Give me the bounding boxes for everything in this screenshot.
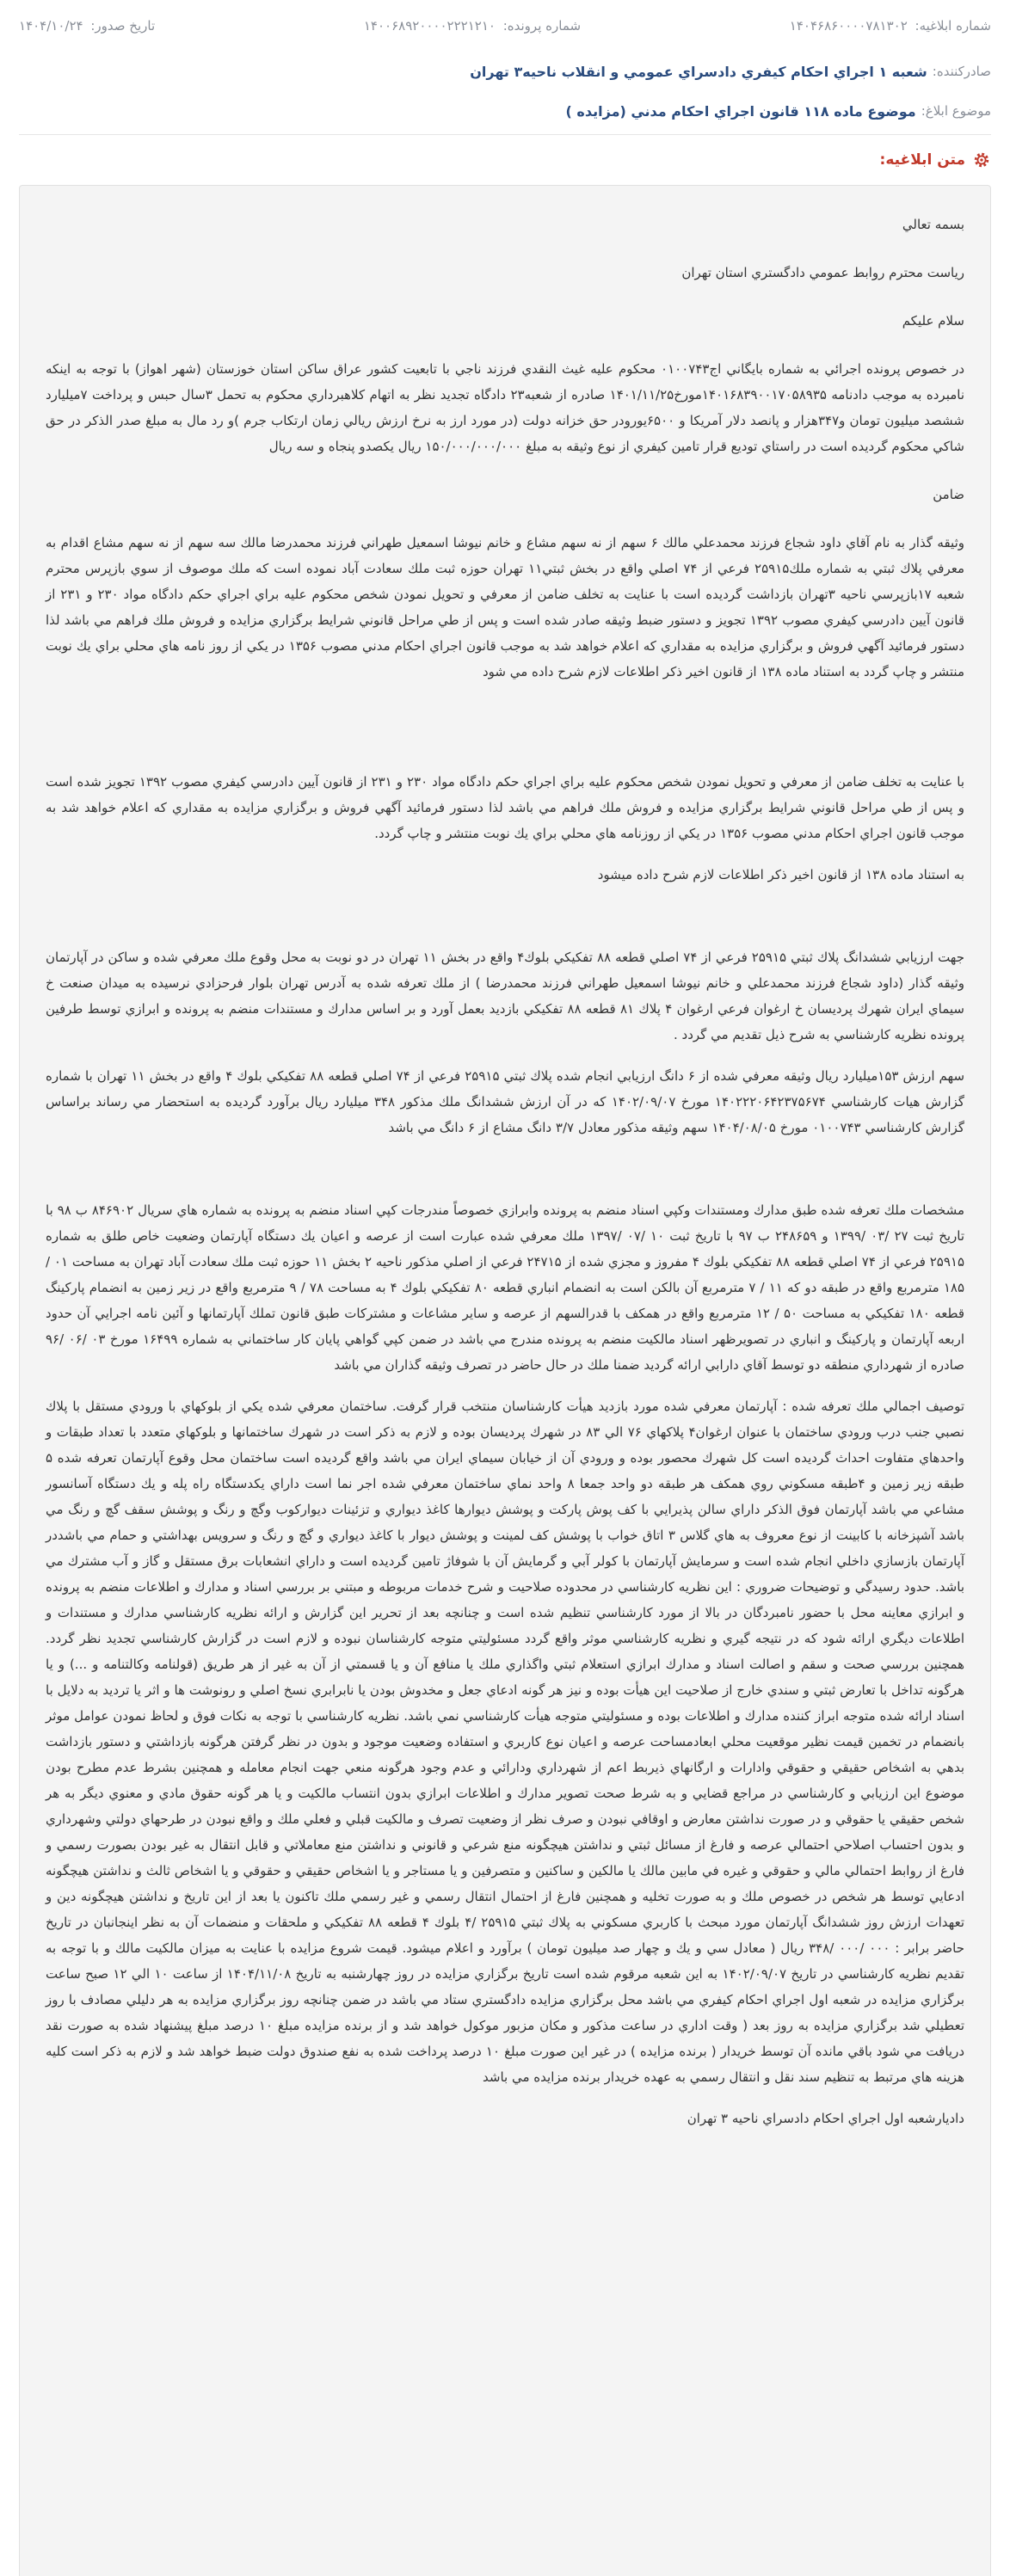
signature-line: داديارشعبه اول اجراي احكام دادسراي ناحيه ۳ تهران (687, 2111, 964, 2126)
issue-date-value: ۱۴۰۴/۱۰/۲۴ (19, 18, 83, 34)
guarantor-heading: ضامن (933, 487, 964, 502)
property-specs-paragraph: مشخصات ملك تعرفه شده طبق مدارك ومستندات وكپي اسناد منضم به پرونده وابرازي خصوصاً مندرجات كپي اسناد منضم به پرونده به شماره هاي سريال ۸۴۶۹۰۲ ب ۹۸ با تاريخ ثبت ۲۷ /۰۳ /۱۳۹۹ و ۲۴۸۶۵۹ ب ۹۷ با تاريخ ثبت ۱۰ /۰۷ /۱۳۹۷ ملك معرفي شده عبارت است از عرصه و اعيان يك دستگاه آپارتمان وضعيت خاص طلق به شماره ۲۵۹۱۵ فرعي از ۷۴ اصلي قطعه ۸۸ تفكيكي بلوك ۴ مفروز و مجزي شده از ۲۴۷۱۵ فرعي از اصلي مذكور ناحيه ۲ بخش ۱۱ حوزه ثبت ملك سعادت آباد تهران به مساحت ۰۱ / ۱۸۵ مترمربع واقع در طبقه دو كه ۱۱ / ۷ مترمربع آن بالكن است به انضمام انباري قطعه ۸۰ تفكيكي بلوك ۴ به مساحت ۷۸ / ۹ مترمربع واقع در زير زمين به انضمام پاركينگ قطعه ۱۸۰ تفكيكي به مساحت ۵۰ / ۱۲ مترمربع واقع در همكف با قدرالسهم از عرصه و ساير مشاعات و مشتركات طبق قانون تملك آپارتمانها و آئين نامه اجرايي آن حدود اربعه آپارتمان و پاركينگ و انباري در تصويرظهر اسناد مالكيت منضم به پرونده مندرج مي باشد در ضمن كپي گواهي پايان كار ساختماني به شماره ۱۶۴۹۹ مورخ ۰۳ /۰۶ /۹۶ صادره از شهرداري منطقه دو توسط آقاي دارابي ارائه گرديد ضمنا ملك در حال حاضر در تصرف وثيقه گذاران مي باشد (46, 1202, 965, 1373)
spacer (46, 1163, 964, 1197)
subject-row (0, 91, 1010, 131)
case-number (364, 18, 581, 34)
notice-text-box (19, 185, 991, 2576)
notice-number-label: شماره ابلاغيه: (915, 18, 991, 34)
auction-order-paragraph: با عنايت به تخلف ضامن از معرفي و تحويل نمودن شخص محكوم عليه براي اجراي حكم دادگاه مواد ۲۳۰ و ۲۳۱ از قانون آيين دادرسي كيفري مصوب ۱۳۹۲ تجويز شده است و پس از طي مراحل قانوني شرايط برگزاري مزايده و فروش ملك فراهم مي باشد لذا دستور فرمائيد آگهي فروش و برگزاري مزايده به مقداري كه اعلام خواهد شد به موجب قانون اجراي احكام مدني مصوب ۱۳۵۶ در يكي از روزنامه هاي محلي براي يك نوبت منتشر و چاپ گردد. (46, 774, 964, 841)
issuer-label: صادرکننده: (932, 64, 991, 79)
article-138-line: به استناد ماده ۱۳۸ از قانون اخير ذكر اطلاعات لازم شرح داده ميشود (597, 867, 964, 882)
spacer (46, 707, 964, 769)
issuer-row (0, 52, 1010, 91)
notice-text-label: متن ابلاغيه: (879, 151, 965, 169)
valuation-paragraph: جهت ارزيابي ششدانگ پلاك ثبتي ۲۵۹۱۵ فرعي از ۷۴ اصلي قطعه ۸۸ تفكيكي بلوك۴ واقع در بخش ۱۱ تهران در دو نوبت به محل وقوع ملك معرفي شده و ساكن در آپارتمان وثيقه گذار (داود شجاع فرزند محمدعلي و خانم نيوشا اسمعيل طهراني فرزند محمدرضا ) از ملك تعرفه شده به آدرس تهران بلوار فرحزادي نرسيده به ميدان صنعت خ سيماي ايران شهرك پرديسان خ ارغوان فرعي ارغوان ۴ پلاك ۸۱ قطعه ۸۸ تفكيكي بازديد بعمل آورد و بر اساس مدارك و مستندات منضم به پرونده و ابرازي توسط طرفين پرونده نظريه كارشناسي به شرح ذيل تقديم مي گردد . (46, 950, 964, 1042)
notice-number-value: ۱۴۰۴۶۸۶۰۰۰۰۷۸۱۳۰۲ (789, 18, 908, 34)
subject-label: موضوع ابلاغ: (921, 103, 991, 119)
addressee: رياست محترم روابط عمومي دادگستري استان تهران (681, 265, 964, 280)
issue-date (19, 18, 155, 34)
case-number-label: شماره پرونده: (502, 18, 582, 34)
property-description-paragraph: توصيف اجمالي ملك تعرفه شده : آپارتمان معرفي شده مورد بازديد هيأت كارشناسان منتخب قرار گرفت. ساختمان معرفي شده يكي از بلوكهاي با ورودي مستقل با پلاك نصبي جنب درب ورودي ساختمان با عنوان ارغوان۴ پلاكهاي ۷۶ الي ۸۳ در شهرك پرديسان بوده و لازم به ذكر است در شهرك ساختمانها و بلوكهاي متعدد با تعداد طبقات و واحدهاي متفاوت احداث گرديده است كل شهرك محصور بوده و ورودي آن از خيابان سيماي ايران مي باشد واقع گرديده است ساختمان محل وقوع آپارتمان تعرفه شده ۵ طبقه زير زمين و ۴طبقه مسكوني روي همكف هر طبقه دو واحد جمعا ۸ واحد نماي ساختمان معرفي شده اجر نما است داراي يكدستگاه راه پله و يك دستگاه آسانسور مشاعي مي باشد آپارتمان فوق الذكر داراي سالن پذيرايي با كف پوش پاركت و پوشش ديوارها كاغذ ديواري و تزئينات ديواركوب وگچ و رنگ و پوشش سقف گچ و رنگ مي باشد آشپزخانه با كابينت از نوع معروف به هاي گلاس ۳ اتاق خواب با پوشش كف لمينت و پوشش ديوار با كاغذ ديواري و گچ و رنگ و سرويس بهداشتي و حمام مي باشددر آپارتمان بازسازي داخلي انجام شده است و سرمايش آپارتمان با كولر آبي و گرمايش آن با شوفاژ تامين گرديده است و داراي انشعابات برق مستقل و گاز و آب مشترك مي باشد. حدود رسيدگي و توضيحات ضروري : اين نظريه كارشناسي در محدوده صلاحيت و شرح خدمات مربوطه و مبتني بر بررسي اسناد و مدارك و اطلاعات منضم به پرونده و ابرازي معاينه محل با حضور نامبردگان در بالا از مورد كارشناسي تنظيم شده است و چنانچه بعد از تحرير اين گزارش و ارائه نظريه كارشناسي مدارك و مستندات و اطلاعات ديگري ارائه شود كه در نتيجه گيري و نظريه كارشناسي موثر واقع گردد مسئوليتي متوجه كارشناسان نبوده و لازم است در گزارش كارشناسي تجديد نظر گردد. همچنين بررسي صحت و سقم و اصالت اسناد و مدارك ابرازي استعلام ثبتي واگذاري ملك يا منافع آن و يا قسمتي از آن به غير از هر طريق (قولنامه وكالتنامه و ...) و يا هرگونه تداخل با تعارض ثبتي و سندي خارج از صلاحيت اين هيأت بوده و نيز هر گونه ادعاي جعل و مخدوش بودن يا نابرابري نسخ اصلي و رونوشت ها و اثر يا ترديد به دلايل با اسناد ارائه شده متوجه ابراز كننده مدارك و اطلاعات بوده و مسئوليتي متوجه هيأت كارشناسي نمي باشد. نظريه كارشناسي با توجه به نكات فوق و لحاظ نمودن عوامل موثر بانضمام در تخمين قيمت نظير موقعيت محلي ابعادمساحت عرصه و اعيان نوع كاربري و استفاده وضعيت موجود و بدون در نظر گرفتن هرگونه بازداشتي و دستور بازداشت بدهي به اشخاص حقيقي و حقوقي وادارات و ارگانهاي ذيربط اعم از شهرداري ودارائي و عدم وجود هرگونه منعي جهت انجام معامله و همچنين بشرط عدم مطرح بودن موضوع اين ارزيابي و كارشناسي در مراجع قضايي و به شرط صحت تصوير مدارك و اطلاعات ابرازي بدون انتساب مالكيت و يا هر گونه حقوق مادي و معنوي ديگر به هر شخص حقيقي يا حقوقي و در صورت نداشتن معارض و اوقافي نبودن و صرف نظر از وضعيت تصرف و مالكيت قبلي و فعلي ملك و واقع نبودن در طرحهاي دولتي وشهرداري و بدون احتساب اصلاحي احتمالي عرصه و فارغ از مسائل ثبتي و نداشتن هيچگونه منع شرعي و قانوني و نداشتن منع معاملاتي و قابل انتقال به غير بودن بصورت رسمي و فارغ از روابط احتمالي مالي و حقوقي و غيره في مابين مالك يا مالكين و ساكنين و متصرفين و يا مستاجر و يا اشخاص حقيقي و حقوقي و يا اشخاص ثالث و نداشتن هيچگونه ادعايي توسط هر شخص در خصوص ملك و به صورت تخليه و همچنين فارغ از احتمال انتقال رسمي و غير رسمي ملك تاكنون يا بعد از اين تاريخ و نداشتن هيچگونه دين و تعهدات ارزش روز ششدانگ آپارتمان مورد مبحث با كاربري مسكوني به پلاك ثبتي ۲۵۹۱۵ /۴ بلوك ۴ قطعه ۸۸ تفكيكي و ملحقات و منضمات آن به نظر اينجانبان در تاريخ حاضر برابر : ۰۰۰ /۰۰۰ /۳۴۸ ريال ( معادل سي و يك و چهار صد ميليون تومان ) برآورد و اعلام ميشود. قيمت شروع مزايده با عنايت به ميزان مالكيت مالك و با توجه به تقديم نظريه كارشناسي در تاريخ ۱۴۰۲/۰۹/۰۷ به اين شعبه مرقوم شده است تاريخ برگزاري مزايده در روز چهارشنبه به تاريخ ۱۴۰۴/۱۱/۰۸ از ساعت ۱۰ الي ۱۲ صبح ساعت برگزاري مزايده در شعبه اول اجراي احكام كيفري مي باشد محل برگزاري مزايده دادگستري ستاد مي باشد در ضمن چنانچه روز برگزاري مزايده به هر دليلي مصادف با روز تعطيلي شد برگزاري مزايده به روز بعد ( وقت اداري در ساعت مذكور و مكان مزبور موكول خواهد شد و از برنده مزايده مبلغ ۱۰ درصد مبلغ پيشنهاد شده به صورت نقد دريافت مي شود باقي مانده آن توسط خريدار ( برنده مزايده ) در غير اين صورت مبلغ ۱۰ درصد پرداخت شده به نفع صندوق دولت ضبط خواهد شد و لازم به ذكر است كليه هزينه هاي مرتبط به تنظيم سند نقل و انتقال رسمي به عهده خريدار برنده مزايده مي باشد (46, 1399, 965, 2085)
notice-text-header (0, 135, 1010, 185)
salutation: سلام عليكم (902, 313, 964, 329)
issuer-value: شعبه ۱ اجراي احكام كيفري دادسراي عمومي و انقلاب ناحيه۳ تهران (470, 63, 927, 80)
subject-value: موضوع ماده ۱۱۸ قانون اجراي احكام مدني (مزايده ) (565, 102, 916, 120)
case-summary-paragraph: در خصوص پرونده اجرائي به شماره بايگاني اج۰۱۰۰۷۴۳ محكوم عليه غيث النقدي فرزند ناجي با تابعيت كشور عراق ساكن استان خوزستان (شهر اهواز) با توجه به اينكه نامبرده به موجب دادنامه ۱۴۰۱۶۸۳۹۰۰۱۷۰۵۸۹۳۵مورخ۱۴۰۱/۱۱/۲۵ صادره از شعبه۲۳ دادگاه تجديد نظر به اتهام كلاهبرداري محكوم به تحمل ۳سال حبس و پرداخت ۷ميليارد ششصد ميليون تومان و۳۴۷هزار و پانصد دلار آمريكا و ۶۵۰۰يورودر حق خزانه دولت (در مورد ارز به نرخ ارزش ريالي زمان ارتكاب جرم )و رد مال به مبلغ صدر الذكر در حق شاكي محكوم گرديده است در راستاي توديع قرار تامين كيفري از نوع وثيقه به مبلغ ۱۵۰/۰۰۰/۰۰۰/۰۰۰ ريال يكصدو پنجاه و سه ريال (46, 361, 964, 454)
notice-number (790, 18, 991, 34)
share-value-paragraph: سهم ارزش ۱۵۳ميليارد ريال وثيقه معرفي شده از ۶ دانگ ارزيابي انجام شده پلاك ثبتي ۲۵۹۱۵ فرعي از ۷۴ اصلي قطعه ۸۸ تفكيكي بلوك ۴ واقع در بخش ۱۱ تهران با شماره گزارش هيات كارشناسي ۱۴۰۲۲۲۰۶۴۲۳۷۵۶۷۴ مورخ ۱۴۰۲/۰۹/۰۷ كه در آن ارزش ششدانگ ملك مذكور ۳۴۸ ميليارد ريال برآورد گرديده به استحضار مي رساند براساس گزارش كارشناسي ۰۱۰۰۷۴۳ مورخ ۱۴۰۴/۰۸/۰۵ سهم وثيقه مذكور معادل ۳/۷ دانگ مشاع از ۶ دانگ مي باشد (46, 1068, 965, 1135)
notice-meta-row (0, 0, 1010, 52)
gear-icon (972, 151, 991, 169)
greeting-bismillah: بسمه تعالي (902, 217, 964, 232)
spacer (46, 910, 964, 944)
case-number-value: ۱۴۰۰۶۸۹۲۰۰۰۰۲۲۲۱۲۱۰ (363, 18, 496, 34)
collateral-paragraph: وثيقه گذار به نام آقاي داود شجاع فرزند محمدعلي مالك ۶ سهم از نه سهم مشاع و خانم نيوشا اسمعيل طهراني فرزند محمدرضا مالك سه سهم از نه سهم مشاع اقدام به معرفي پلاك ثبتي به شماره ملك۲۵۹۱۵ فرعي از ۷۴ اصلي واقع در بخش ثبتي۱۱ تهران حوزه ثبت ملك سعادت آباد نموده است كه ملك موصوف از سوي بازپرس محترم شعبه ۱۷بازپرسي ناحيه ۳تهران بازداشت گرديده است با عنايت به تخلف ضامن از معرفي و تحويل نمودن شخص محكوم عليه براي اجراي حكم دادگاه مواد ۲۳۰ و ۲۳۱ از قانون آيين دادرسي كيفري مصوب ۱۳۹۲ تجويز و دستور ضبط وثيقه صادر شده است و پس از طي مراحل قانوني شرايط برگزاري مزايده و فروش ملك فراهم مي باشد لذا دستور فرمائيد آگهي فروش و برگزاري مزايده به مقداري كه اعلام خواهد شد به موجب قانون اجراي احكام مدني مصوب ۱۳۵۶ در يكي از روز نامه هاي محلي براي يك نوبت منتشر و چاپ گردد به استناد ماده ۱۳۸ از قانون اخير ذكر اطلاعات لازم شرح داده مي شود (46, 535, 965, 679)
issue-date-label: تاريخ صدور: (90, 18, 156, 34)
